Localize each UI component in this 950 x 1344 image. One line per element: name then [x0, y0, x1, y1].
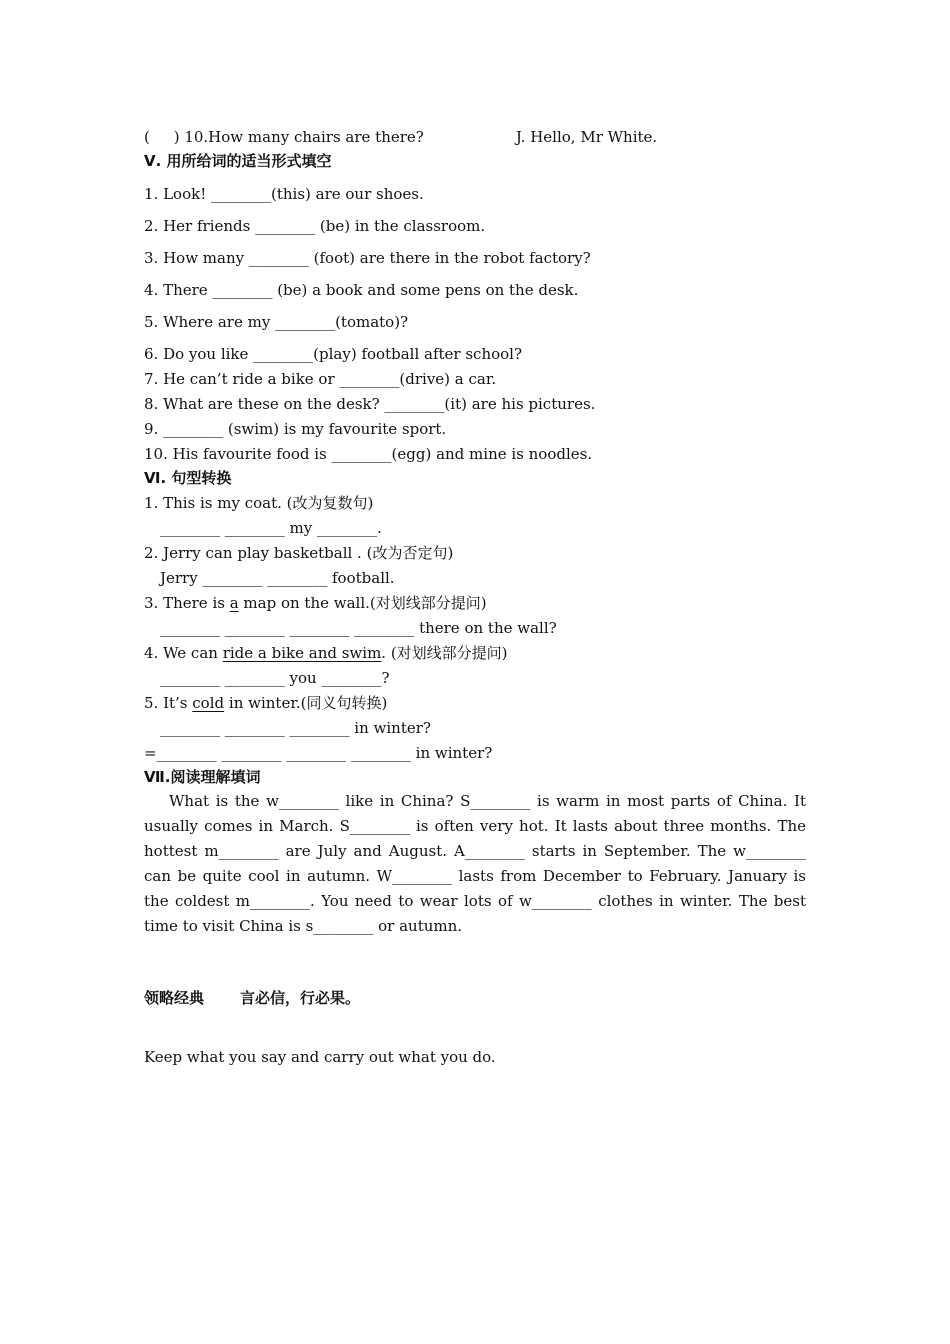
s5-item-6: 6. Do you like ________(play) football after school? [144, 345, 523, 363]
s5-item-1: 1. Look! ________(this) are our shoes. [144, 185, 424, 203]
q3-underlined: a [229, 594, 239, 612]
q4-underlined: ride a bike and swim [222, 644, 382, 662]
q5-underlined: cold [192, 694, 225, 712]
s6-question-2: 2. Jerry can play basketball . (改为否定句) [144, 544, 454, 562]
s6-question-1: 1. This is my coat. (改为复数句) [144, 494, 374, 512]
s6-answer-5a: ________ ________ ________ in winter? [160, 719, 431, 737]
s6-answer-3: ________ ________ ________ ________ there on the wall? [160, 619, 557, 637]
s5-item-2: 2. Her friends ________ (be) in the classroom. [144, 217, 486, 235]
section-7-heading: Ⅶ.阅读理解填词 [144, 768, 261, 786]
classic-english: Keep what you say and carry out what you do. [144, 1048, 496, 1066]
s6-answer-5b: =________ ________ ________ ________ in winter? [144, 744, 493, 762]
q3-text-post: map on the wall.(对划线部分提问) [238, 594, 487, 612]
classic-label: 领略经典 [144, 989, 205, 1007]
s6-answer-2: Jerry ________ ________ football. [160, 569, 395, 587]
section-6-heading: Ⅵ. 句型转换 [144, 469, 232, 487]
s6-answer-1: ________ ________ my ________. [160, 519, 382, 537]
s6-answer-4: ________ ________ you ________? [160, 669, 390, 687]
s5-item-3: 3. How many ________ (foot) are there in the robot factory? [144, 249, 591, 267]
classic-chinese: 言必信，行必果。 [240, 989, 361, 1007]
s6-question-4 [144, 644, 508, 662]
s5-item-8: 8. What are these on the desk? ________(it) are his pictures. [144, 395, 596, 413]
s5-item-9: 9. ________ (swim) is my favourite sport. [144, 420, 447, 438]
q4-text-post: . (对划线部分提问) [381, 644, 508, 662]
q10-line [144, 128, 657, 146]
q3-text-pre: 3. There is [144, 594, 230, 612]
answer-parentheses: ( ) [144, 128, 180, 146]
q5-text-pre: 5. It’s [144, 694, 193, 712]
q10-answer-option: J. Hello, Mr White. [515, 128, 658, 146]
q5-text-post: in winter.(同义句转换) [224, 694, 388, 712]
reading-passage: What is the w________ like in China? S________ is warm in most parts of China. It usually comes in March. S________ is often very hot. It lasts about three months. The hottest m________ are July and August. A________ starts in September. The w________ can be quite cool in autumn. W________ lasts from December to February. January is the coldest m________. You need to wear lots of w________ clothes in winter. The best time to visit China is s________ or autumn. [144, 792, 806, 935]
q4-text-pre: 4. We can [144, 644, 223, 662]
s5-item-5: 5. Where are my ________(tomato)? [144, 313, 409, 331]
s6-question-3 [144, 594, 487, 612]
section-5-heading: Ⅴ. 用所给词的适当形式填空 [144, 152, 332, 170]
s5-item-10: 10. His favourite food is ________(egg) and mine is noodles. [144, 445, 593, 463]
q10-question: 10.How many chairs are there? [184, 128, 424, 146]
s6-question-5 [144, 694, 387, 712]
s5-item-7: 7. He can’t ride a bike or ________(drive) a car. [144, 370, 497, 388]
s5-item-4: 4. There ________ (be) a book and some pens on the desk. [144, 281, 579, 299]
classic-quote-line [144, 989, 360, 1007]
